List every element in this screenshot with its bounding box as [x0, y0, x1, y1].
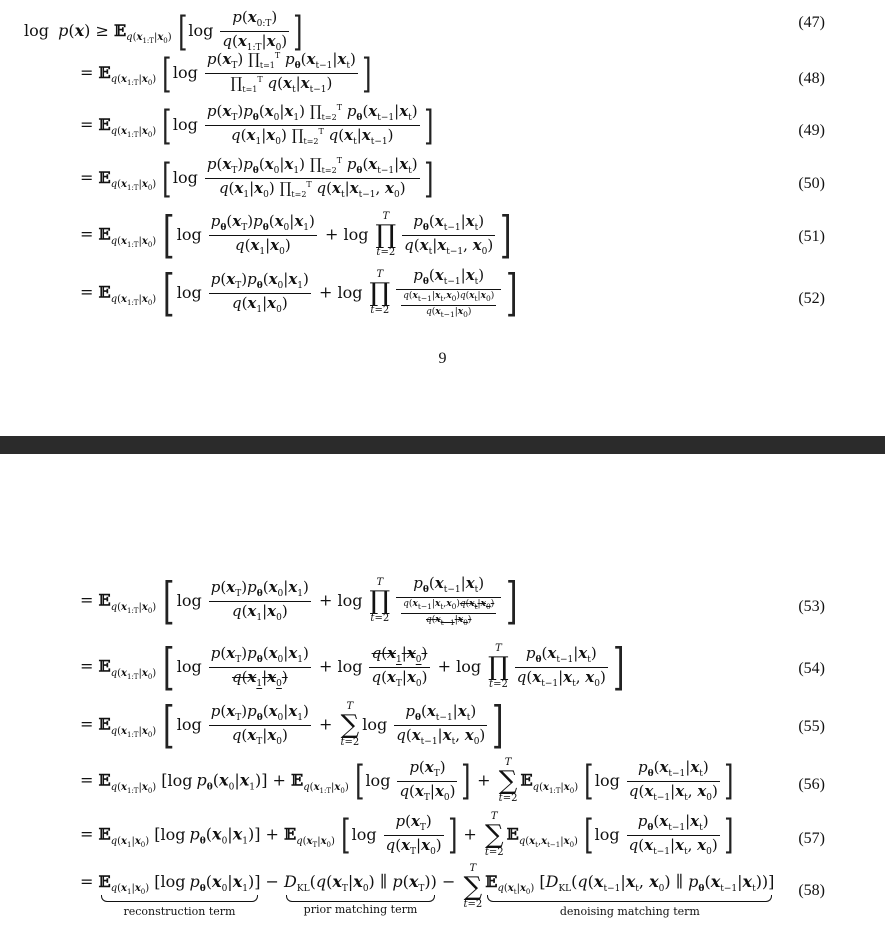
- equation-number: (54): [798, 660, 825, 677]
- equation-number: (49): [798, 122, 825, 139]
- equation-number: (56): [798, 776, 825, 793]
- equation-52: [0, 264, 885, 326]
- equation-57: [0, 808, 885, 864]
- equation-50: [0, 153, 885, 203]
- equation-56: [0, 754, 885, 810]
- equation-51: [0, 206, 885, 262]
- equation-50-body: = 𝔼$_{q(x_{1:T}|x_0)}$ [log $\frac{p(x_T)p_\theta(x_0|x_1) \prod_{t=2}^T p_\theta(x_{t-1}|x_t)}{q(x_1|x_0) \prod_{t=2}^T q(x_t|x_{t-1}, x_0)}$ ]: [80, 155, 434, 202]
- equation-number: (48): [798, 70, 825, 87]
- prior-matching-term: $D_{KL}(q(x_T|x_0)$ ∥ $p(x_T)$) prior matching term: [284, 872, 437, 917]
- equation-54: [0, 638, 885, 694]
- top-page: [0, 0, 885, 436]
- equation-49-body: = 𝔼$_{q(x_{1:T}|x_0)}$ [log $\frac{p(x_T)p_\theta(x_0|x_1) \prod_{t=2}^T p_\theta(x_{t-1}|x_t)}{q(x_1|x_0) \prod_{t=2}^T q(x_t|x_{t-1})}$ ]: [80, 102, 434, 149]
- equation-53: [0, 572, 885, 636]
- equation-number: (55): [798, 718, 825, 735]
- equation-number: (57): [798, 830, 825, 847]
- reconstruction-term: 𝔼$_{q(x_1|x_0)}$ [log $p_\theta(x_0|x_1)$] reconstruction term: [98, 872, 261, 918]
- equation-51-body: = 𝔼$_{q(x_{1:T}|x_0)}$ [ log $\frac{p_\theta(x_T)p_\theta(x_0|x_1)}{q(x_1|x_0)}$ + log T ∏ t=2 $\frac{p_\theta(x_{t-1}|x_t)}{q(x_t|x_{t-1}, x_0)}$ ]: [80, 206, 512, 264]
- equation-49: [0, 100, 885, 150]
- equation-47-body: log p(x) ≥ 𝔼$_{q(x_{1:T}|x_0)}$ [log $\frac{p(x_{0:T})}{q(x_{1:T}|x_0)}$ ]: [24, 8, 303, 55]
- bottom-page: [0, 454, 885, 926]
- denoising-matching-term-label: denoising matching term: [559, 905, 700, 918]
- equation-number: (51): [798, 228, 825, 245]
- equation-48: [0, 48, 885, 96]
- page-number: 9: [438, 350, 447, 367]
- equation-58: [0, 863, 885, 926]
- equation-57-body: = 𝔼$_{q(x_1|x_0)}$ [log $p_\theta(x_0|x_1)$] + 𝔼$_{q(x_T|x_0)}$ [log $\frac{p(x_T)}{q(x_T|x_0)}$ ] + T ∑ t=2 𝔼$_{q(x_t,x_{t-1}|x_0)}$ [log $\frac{p_\theta(x_{t-1}|x_t)}{q(x_{t-1}|x_t, x_0)}$ ]: [80, 811, 734, 858]
- equation-54-body: = 𝔼$_{q(x_{1:T}|x_0)}$ [ log $\frac{p(x_T)p_\theta(x_0|x_1)}{q(x_1|x_0)}$ + log $\frac{q(x_1|x_0)}{q(x_T|x_0)}$ + log T ∏ t=2 $\frac{p_\theta(x_{t-1}|x_t)}{q(x_{t-1}|x_t, x_0)}$ ]: [80, 638, 625, 696]
- equation-58-body: = 𝔼$_{q(x_1|x_0)}$ [log $p_\theta(x_0|x_1)$] reconstruction term − $D_{KL}(q(x_T|x_0)$ ∥ $p(x_T)$) prior matching term − T ∑ t=2 𝔼$_{q(x_t|x_0)}$ [$D_{KL}(q(x_{t-1}|x_t$, $x_0$) ∥ $p_\theta(x_{t-1}|x_t)$)] denoising matching term: [80, 863, 775, 918]
- equation-number: (58): [798, 882, 825, 899]
- equation-number: (52): [798, 290, 825, 307]
- denoising-matching-term: 𝔼$_{q(x_t|x_0)}$ [$D_{KL}(q(x_{t-1}|x_t$, $x_0$) ∥ $p_\theta(x_{t-1}|x_t)$)] denoising matching term: [485, 872, 775, 918]
- equation-56-body: = 𝔼$_{q(x_{1:T}|x_0)}$ [log $p_\theta(x_0|x_1)$] + 𝔼$_{q(x_{1:T}|x_0)}$ [log $\frac{p(x_T)}{q(x_T|x_0)}$ ] + T ∑ t=2 𝔼$_{q(x_{1:T}|x_0)}$ [log $\frac{p_\theta(x_{t-1}|x_t)}{q(x_{t-1}|x_t, x_0)}$ ]: [80, 757, 734, 804]
- equation-55-body: = 𝔼$_{q(x_{1:T}|x_0)}$ [ log $\frac{p(x_T)p_\theta(x_0|x_1)}{q(x_T|x_0)}$ + T ∑ t=2 log $\frac{p_\theta(x_{t-1}|x_t)}{q(x_{t-1}|x_t, x_0)}$ ]: [80, 696, 504, 754]
- equation-53-body: = 𝔼$_{q(x_{1:T}|x_0)}$ [ log $\frac{p(x_T)p_\theta(x_0|x_1)}{q(x_1|x_0)}$ + log T ∏ t=2 $\frac{p_\theta(x_{t-1}|x_t)}{\frac{q(x_{t-1}|x_t,x_0)q(x_t|x_0)}{q(x_{t-1}|x_0)}}$ ]: [80, 572, 518, 630]
- page-divider: [0, 436, 885, 454]
- equation-number: (47): [798, 14, 825, 31]
- prior-matching-term-label: prior matching term: [303, 903, 418, 917]
- equation-48-body: = 𝔼$_{q(x_{1:T}|x_0)}$ [log $\frac{p(x_T) \prod_{t=1}^T p_\theta(x_{t-1}|x_t)}{\prod_{t=1}^T q(x_t|x_{t-1})}$ ]: [80, 50, 372, 97]
- equation-number: (53): [798, 598, 825, 615]
- equation-47: [0, 2, 885, 55]
- equation-52-body: = 𝔼$_{q(x_{1:T}|x_0)}$ [ log $\frac{p(x_T)p_\theta(x_0|x_1)}{q(x_1|x_0)}$ + log T ∏ t=2 $\frac{p_\theta(x_{t-1}|x_t)}{\frac{q(x_{t-1}|x_t,x_0)q(x_t|x_0)}{q(x_{t-1}|x_0)}}$ ]: [80, 264, 518, 322]
- equation-55: [0, 696, 885, 752]
- reconstruction-term-label: reconstruction term: [123, 905, 236, 918]
- equation-number: (50): [798, 175, 825, 192]
